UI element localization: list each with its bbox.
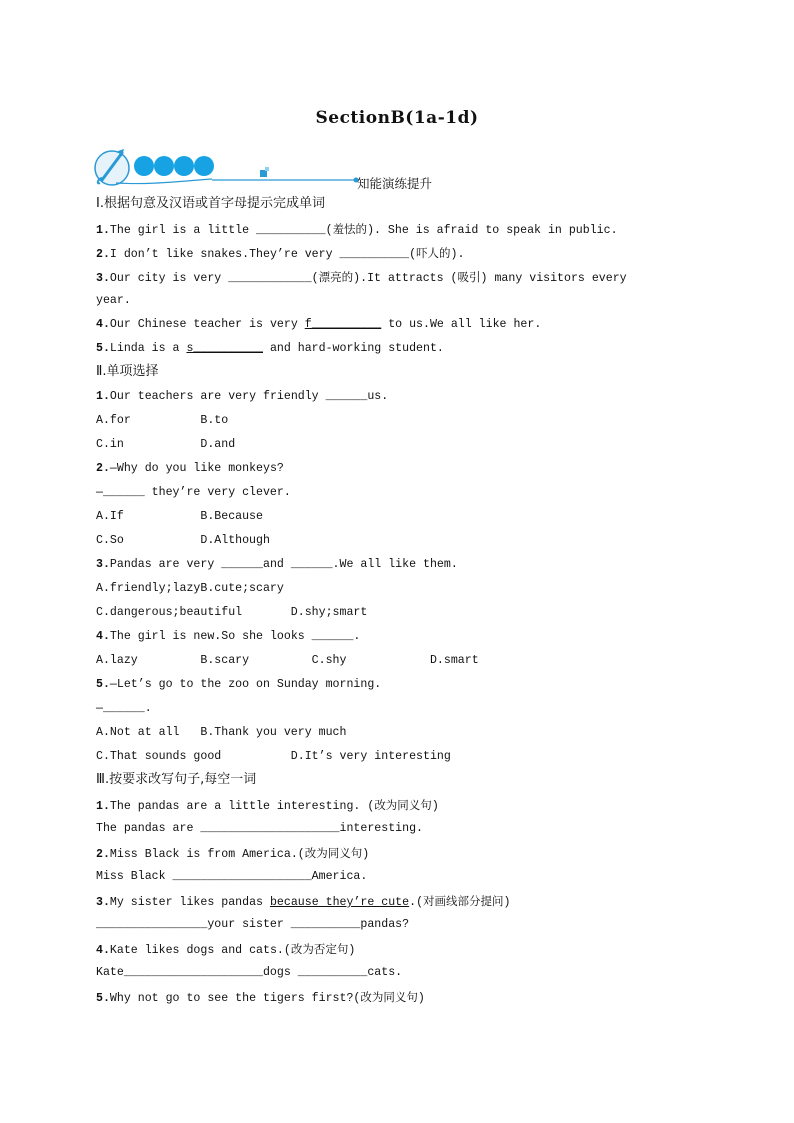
s2-q4 xyxy=(96,629,360,645)
s2-q4-options: A.lazy B.scary C.shy D.smart xyxy=(96,654,479,667)
q-text: Our city is very ____________( xyxy=(109,272,319,285)
s3-q5 xyxy=(96,989,425,1007)
q-text: —Let’s go to the zoo on Sunday morning. xyxy=(109,678,382,691)
q-text: The pandas are a little interesting. ( xyxy=(109,800,375,813)
pen-brush-icon xyxy=(95,149,129,185)
q-instruction: 对画线部分提问 xyxy=(423,894,504,908)
q-instruction: 改为同义句 xyxy=(360,990,418,1004)
q-text-end: ) xyxy=(348,944,356,957)
s2-q5-options-cd: C.That sounds good D.It’s very interesting xyxy=(96,750,451,763)
q-num: 3. xyxy=(96,896,110,909)
q-text-end: and hard-working student. xyxy=(262,342,444,355)
q-text: My sister likes pandas xyxy=(109,896,270,909)
q-text: Kate likes dogs and cats.( xyxy=(109,944,291,957)
q-text-end: ). She is afraid to speak in public. xyxy=(367,224,618,237)
banner-caption: 知能演练提升 xyxy=(357,176,433,191)
q-num: 1. xyxy=(96,390,110,403)
q-text-end: ) xyxy=(503,896,511,909)
q-num: 4. xyxy=(96,318,110,331)
banner-dot-4 xyxy=(194,156,214,176)
s1-q2 xyxy=(96,245,464,263)
s2-q1-options-cd: C.in D.and xyxy=(96,438,236,451)
q-text-end: to us.We all like her. xyxy=(381,318,542,331)
banner-dot-2 xyxy=(154,156,174,176)
s2-q3-options-cd: C.dangerous;beautiful D.shy;smart xyxy=(96,606,368,619)
q-instruction: 改为同义句 xyxy=(304,846,363,860)
q-num: 3. xyxy=(96,558,110,571)
q-num: 1. xyxy=(96,800,110,813)
s2-q3 xyxy=(96,557,458,573)
q-text: —Why do you like monkeys? xyxy=(109,462,284,475)
s3-q3-answer: ________________your sister __________pandas? xyxy=(96,918,410,931)
blank-with-initial: f__________ xyxy=(304,318,382,331)
q-hint: 吓人的 xyxy=(416,246,451,260)
s2-q2-options-cd: C.So D.Although xyxy=(96,534,270,547)
q-num: 4. xyxy=(96,630,110,643)
q-num: 2. xyxy=(96,848,110,861)
q-text-end: ) xyxy=(431,800,439,813)
s3-q2 xyxy=(96,845,369,863)
q-num: 3. xyxy=(96,272,110,285)
q-num: 5. xyxy=(96,342,110,355)
q-text-mid: ).It attracts ( xyxy=(353,272,458,285)
underlined-part: because they’re cute xyxy=(269,896,410,909)
s2-q3-options-ab: A.friendly;lazyB.cute;scary xyxy=(96,582,284,595)
q-num: 5. xyxy=(96,678,110,691)
s2-q5 xyxy=(96,677,381,693)
q-text: Why not go to see the tigers first?( xyxy=(109,992,361,1005)
s1-q3 xyxy=(96,269,627,287)
q-text: The girl is new.So she looks ______. xyxy=(109,630,361,643)
q-num: 5. xyxy=(96,992,110,1005)
q-text: I don’t like snakes.They’re very __________( xyxy=(109,248,417,261)
section1-heading: Ⅰ.根据句意及汉语或首字母提示完成单词 xyxy=(96,196,325,211)
s3-q1 xyxy=(96,797,439,815)
s2-q5-response: —______. xyxy=(96,702,152,715)
q-num: 2. xyxy=(96,248,110,261)
q-num: 2. xyxy=(96,462,110,475)
s3-q2-answer: Miss Black ____________________America. xyxy=(96,870,368,883)
s3-q4-answer: Kate____________________dogs __________cats. xyxy=(96,966,403,979)
s2-q2-options-ab: A.If B.Because xyxy=(96,510,263,523)
banner-dot-1 xyxy=(134,156,154,176)
s1-q5 xyxy=(96,341,444,357)
q-instruction: 改为否定句 xyxy=(290,942,349,956)
q-text-mid: .( xyxy=(409,896,424,909)
q-instruction: 改为同义句 xyxy=(374,798,432,812)
q-text-end: ) xyxy=(417,992,425,1005)
s1-q3-cont: year. xyxy=(96,294,131,307)
s3-q3 xyxy=(96,893,511,911)
banner-square-icon xyxy=(260,170,267,177)
q-num: 4. xyxy=(96,944,110,957)
s3-q4 xyxy=(96,941,355,959)
q-text: Pandas are very ______and ______.We all like them. xyxy=(109,558,458,571)
q-text-end: ). xyxy=(450,248,465,261)
banner-dot-3 xyxy=(174,156,194,176)
q-text: The girl is a little __________( xyxy=(109,224,333,237)
q-text-end: ) many visitors every xyxy=(480,272,627,285)
s2-q2-response: —______ they’re very clever. xyxy=(96,486,291,499)
q-text-end: ) xyxy=(362,848,370,861)
q-num: 1. xyxy=(96,224,110,237)
page-title: SectionB(1a-1d) xyxy=(315,108,479,128)
s3-q1-answer: The pandas are ____________________interesting. xyxy=(96,822,423,835)
q-text: Linda is a xyxy=(109,342,187,355)
s2-q1 xyxy=(96,389,388,405)
section3-heading: Ⅲ.按要求改写句子,每空一词 xyxy=(96,772,257,787)
q-hint: 漂亮的 xyxy=(318,270,354,284)
s1-q4 xyxy=(96,317,541,333)
q-hint: 羞怯的 xyxy=(332,222,368,236)
s2-q5-options-ab: A.Not at all B.Thank you very much xyxy=(96,726,347,739)
s2-q1-options-ab: A.for B.to xyxy=(96,414,229,427)
section2-heading: Ⅱ.单项选择 xyxy=(96,364,159,379)
blank-with-initial: s__________ xyxy=(186,342,263,355)
q-text: Our teachers are very friendly ______us. xyxy=(109,390,389,403)
s1-q1 xyxy=(96,221,618,239)
q-hint-2: 吸引 xyxy=(457,270,481,284)
q-text: Miss Black is from America.( xyxy=(109,848,305,861)
q-text: Our Chinese teacher is very xyxy=(109,318,305,331)
s2-q2 xyxy=(96,461,284,477)
